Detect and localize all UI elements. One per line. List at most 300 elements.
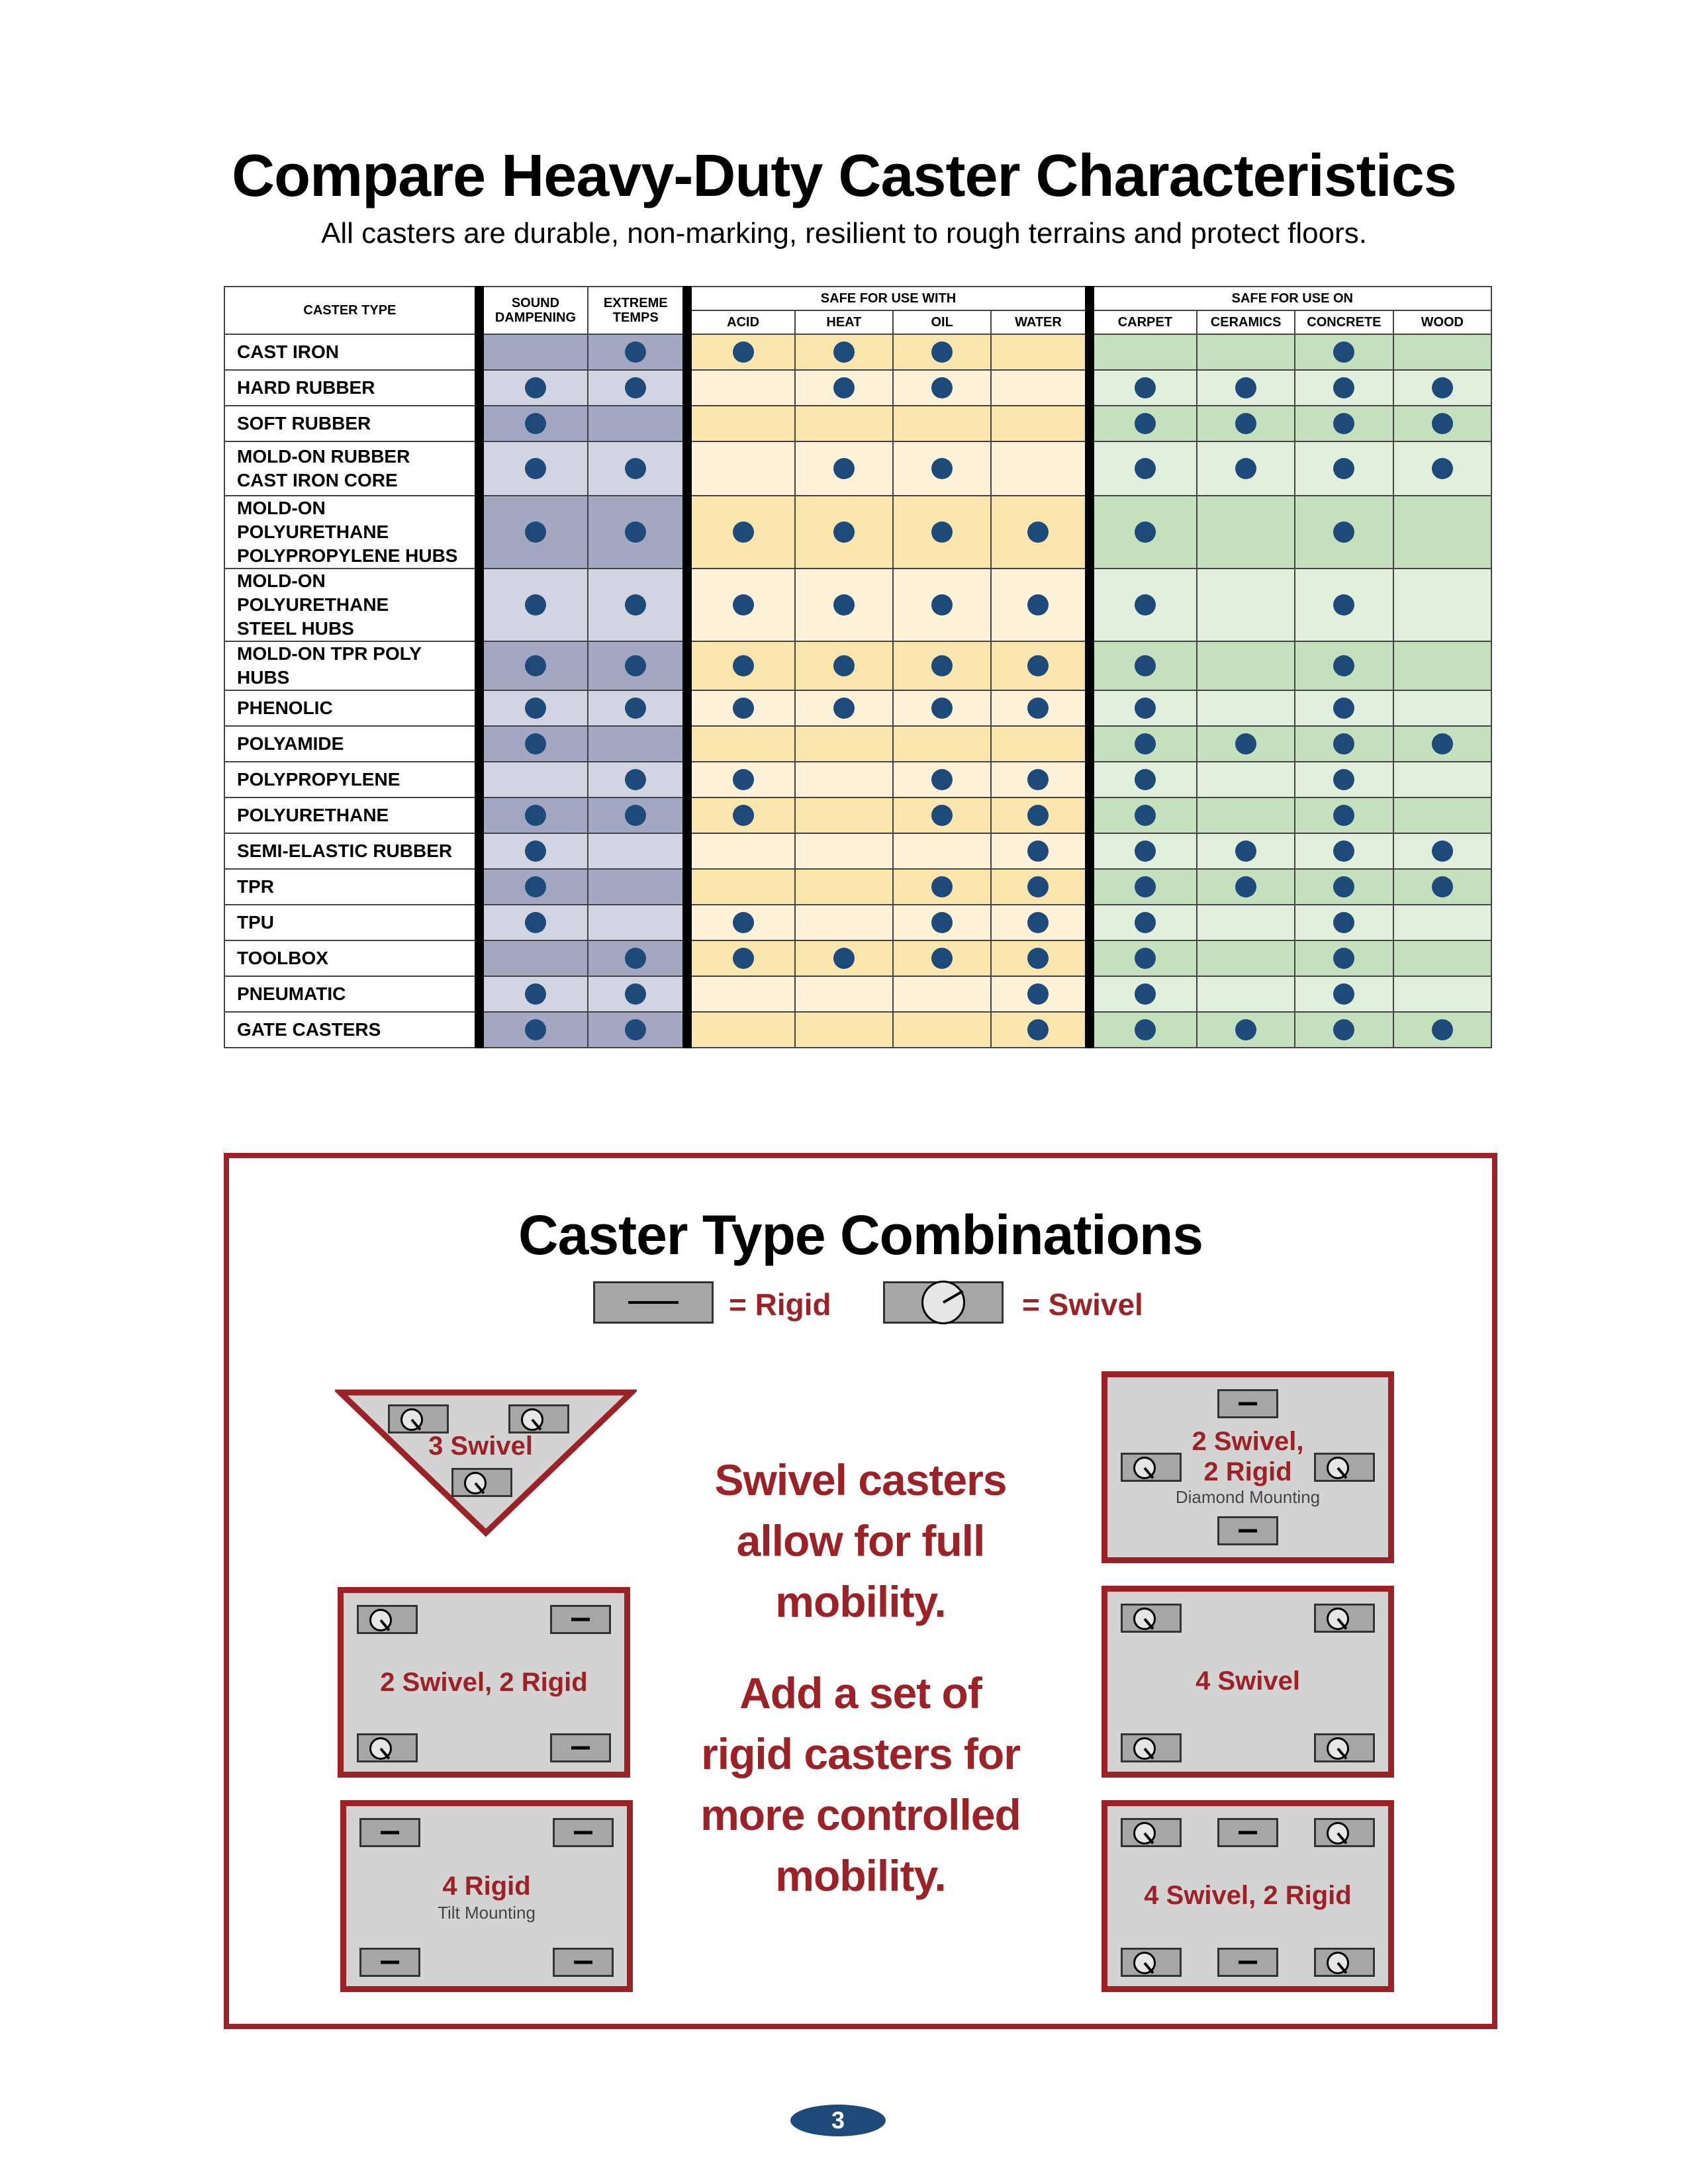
table-cell xyxy=(588,869,687,905)
check-dot-icon xyxy=(525,912,546,933)
caster-type-name: POLYAMIDE xyxy=(224,726,479,762)
check-dot-icon xyxy=(625,377,646,398)
table-cell xyxy=(991,569,1089,641)
table-cell xyxy=(893,569,991,641)
rigid-caster xyxy=(1217,1818,1278,1847)
table-cell xyxy=(1197,370,1295,406)
check-dot-icon xyxy=(1432,876,1453,897)
rigid-legend-icon xyxy=(593,1281,714,1324)
check-dot-icon xyxy=(1135,522,1156,543)
table-row xyxy=(224,905,1491,940)
table-cell xyxy=(795,441,893,496)
rigid-caster xyxy=(1217,1516,1278,1545)
check-dot-icon xyxy=(1333,876,1354,897)
four-swivel-two-rigid-label: 4 Swivel, 2 Rigid xyxy=(1144,1881,1352,1910)
table-cell xyxy=(479,569,588,641)
table-cell xyxy=(588,641,687,690)
table-cell xyxy=(588,762,687,797)
table-cell xyxy=(795,406,893,441)
check-dot-icon xyxy=(1235,733,1256,754)
check-dot-icon xyxy=(931,377,953,398)
table-cell xyxy=(1197,726,1295,762)
table-cell xyxy=(479,406,588,441)
safe-for-use-on-header: SAFE FOR USE ON xyxy=(1090,287,1491,310)
check-dot-icon xyxy=(931,594,953,615)
check-dot-icon xyxy=(1027,948,1049,969)
table-cell xyxy=(1393,797,1491,833)
check-dot-icon xyxy=(1333,912,1354,933)
check-dot-icon xyxy=(1333,733,1354,754)
check-dot-icon xyxy=(1235,377,1256,398)
table-cell xyxy=(1295,940,1393,976)
table-cell xyxy=(687,569,794,641)
check-dot-icon xyxy=(1027,594,1049,615)
table-row xyxy=(224,797,1491,833)
table-row xyxy=(224,726,1491,762)
table-cell xyxy=(795,690,893,726)
table-cell xyxy=(1393,334,1491,370)
rigid-legend-label: = Rigid xyxy=(729,1287,831,1322)
table-cell xyxy=(1090,869,1197,905)
check-dot-icon xyxy=(1333,458,1354,479)
table-cell xyxy=(1090,690,1197,726)
check-dot-icon xyxy=(625,1019,646,1040)
table-cell xyxy=(991,370,1089,406)
table-cell xyxy=(1295,869,1393,905)
table-cell xyxy=(795,869,893,905)
table-cell xyxy=(588,406,687,441)
table-cell xyxy=(991,833,1089,869)
table-cell xyxy=(795,905,893,940)
check-dot-icon xyxy=(1135,841,1156,862)
column-header: CARPET xyxy=(1090,310,1197,334)
table-cell xyxy=(687,976,794,1012)
table-cell xyxy=(1393,496,1491,569)
caster-type-name: MOLD-ON POLYURETHANE POLYPROPYLENE HUBS xyxy=(224,496,479,569)
table-cell xyxy=(893,334,991,370)
caster-type-name: POLYPROPYLENE xyxy=(224,762,479,797)
check-dot-icon xyxy=(833,948,855,969)
table-cell xyxy=(479,441,588,496)
table-cell xyxy=(687,441,794,496)
table-cell xyxy=(1295,334,1393,370)
table-cell xyxy=(893,833,991,869)
table-cell xyxy=(795,641,893,690)
check-dot-icon xyxy=(525,594,546,615)
table-cell xyxy=(1295,496,1393,569)
table-cell xyxy=(1090,726,1197,762)
check-dot-icon xyxy=(1135,805,1156,826)
table-cell xyxy=(1197,905,1295,940)
caster-type-name: MOLD-ON RUBBER CAST IRON CORE xyxy=(224,441,479,496)
table-cell xyxy=(687,406,794,441)
check-dot-icon xyxy=(1333,769,1354,790)
caster-type-name: TPU xyxy=(224,905,479,940)
table-cell xyxy=(588,976,687,1012)
check-dot-icon xyxy=(1027,698,1049,719)
table-cell xyxy=(1393,762,1491,797)
table-cell xyxy=(687,869,794,905)
swivel-caster xyxy=(1314,1818,1375,1847)
table-cell xyxy=(1197,833,1295,869)
table-cell xyxy=(1090,334,1197,370)
table-cell xyxy=(479,690,588,726)
caster-type-name: HARD RUBBER xyxy=(224,370,479,406)
table-cell xyxy=(1393,441,1491,496)
table-cell xyxy=(687,905,794,940)
swivel-info-text: Swivel casters allow for full mobility. xyxy=(714,1455,1007,1626)
table-cell xyxy=(1197,496,1295,569)
table-cell xyxy=(1197,1012,1295,1048)
table-cell xyxy=(991,1012,1089,1048)
table-cell xyxy=(795,496,893,569)
table-cell xyxy=(1295,441,1393,496)
check-dot-icon xyxy=(1333,983,1354,1005)
check-dot-icon xyxy=(1027,983,1049,1005)
table-cell xyxy=(1393,641,1491,690)
table-cell xyxy=(588,569,687,641)
check-dot-icon xyxy=(931,769,953,790)
table-cell xyxy=(1393,833,1491,869)
check-dot-icon xyxy=(931,912,953,933)
check-dot-icon xyxy=(1432,377,1453,398)
check-dot-icon xyxy=(1135,983,1156,1005)
check-dot-icon xyxy=(1135,876,1156,897)
check-dot-icon xyxy=(1027,805,1049,826)
check-dot-icon xyxy=(625,458,646,479)
two-swivel-two-rigid-label: 2 Swivel, 2 Rigid xyxy=(380,1668,588,1697)
swivel-caster xyxy=(1121,1818,1182,1847)
check-dot-icon xyxy=(1333,805,1354,826)
table-cell xyxy=(479,641,588,690)
check-dot-icon xyxy=(525,876,546,897)
table-row xyxy=(224,334,1491,370)
check-dot-icon xyxy=(1135,594,1156,615)
table-cell xyxy=(479,1012,588,1048)
swivel-legend-icon xyxy=(883,1281,1004,1324)
table-cell xyxy=(1197,940,1295,976)
check-dot-icon xyxy=(1432,1019,1453,1040)
caster-type-name: MOLD-ON POLYURETHANE STEEL HUBS xyxy=(224,569,479,641)
table-cell xyxy=(1295,797,1393,833)
rigid-caster xyxy=(359,1818,420,1847)
rigid-caster xyxy=(550,1733,611,1762)
table-cell xyxy=(795,976,893,1012)
table-cell xyxy=(479,940,588,976)
check-dot-icon xyxy=(525,655,546,676)
table-cell xyxy=(588,797,687,833)
table-row xyxy=(224,569,1491,641)
check-dot-icon xyxy=(931,876,953,897)
check-dot-icon xyxy=(1235,458,1256,479)
table-cell xyxy=(1197,569,1295,641)
column-header: OIL xyxy=(893,310,991,334)
table-cell xyxy=(1197,869,1295,905)
check-dot-icon xyxy=(733,341,754,363)
check-dot-icon xyxy=(1333,1019,1354,1040)
table-cell xyxy=(893,905,991,940)
check-dot-icon xyxy=(931,948,953,969)
table-cell xyxy=(479,496,588,569)
table-cell xyxy=(991,762,1089,797)
table-cell xyxy=(479,869,588,905)
table-row xyxy=(224,370,1491,406)
table-row xyxy=(224,1012,1491,1048)
check-dot-icon xyxy=(1027,841,1049,862)
check-dot-icon xyxy=(733,655,754,676)
table-cell xyxy=(687,641,794,690)
column-header: CERAMICS xyxy=(1197,310,1295,334)
table-cell xyxy=(893,496,991,569)
caster-combinations-panel xyxy=(224,1153,1497,2029)
check-dot-icon xyxy=(1027,1019,1049,1040)
rigid-caster xyxy=(553,1818,614,1847)
table-cell xyxy=(1295,833,1393,869)
rigid-caster xyxy=(1217,1389,1278,1418)
check-dot-icon xyxy=(931,522,953,543)
check-dot-icon xyxy=(1135,458,1156,479)
table-cell xyxy=(893,976,991,1012)
check-dot-icon xyxy=(625,805,646,826)
table-cell xyxy=(795,726,893,762)
diamond-mounting-note: Diamond Mounting xyxy=(1175,1487,1321,1507)
four-swivel-label: 4 Swivel xyxy=(1196,1666,1300,1696)
check-dot-icon xyxy=(833,377,855,398)
table-cell xyxy=(1090,1012,1197,1048)
table-cell xyxy=(1393,370,1491,406)
table-cell xyxy=(1090,797,1197,833)
table-cell xyxy=(893,441,991,496)
swivel-caster xyxy=(1314,1733,1375,1762)
check-dot-icon xyxy=(1333,655,1354,676)
table-cell xyxy=(687,940,794,976)
table-cell xyxy=(687,762,794,797)
table-cell xyxy=(1090,905,1197,940)
check-dot-icon xyxy=(1235,876,1256,897)
swivel-caster xyxy=(508,1404,569,1433)
check-dot-icon xyxy=(525,413,546,434)
column-header: WOOD xyxy=(1393,310,1491,334)
rigid-caster xyxy=(359,1948,420,1977)
table-cell xyxy=(893,641,991,690)
check-dot-icon xyxy=(1135,377,1156,398)
check-dot-icon xyxy=(1333,413,1354,434)
check-dot-icon xyxy=(1432,458,1453,479)
table-cell xyxy=(1197,641,1295,690)
swivel-caster xyxy=(357,1733,418,1762)
table-cell xyxy=(795,762,893,797)
table-cell xyxy=(991,976,1089,1012)
check-dot-icon xyxy=(1135,769,1156,790)
column-header: ACID xyxy=(687,310,794,334)
check-dot-icon xyxy=(625,655,646,676)
table-cell xyxy=(991,940,1089,976)
check-dot-icon xyxy=(733,948,754,969)
table-cell xyxy=(1197,797,1295,833)
table-cell xyxy=(1090,370,1197,406)
caster-type-name: TOOLBOX xyxy=(224,940,479,976)
table-cell xyxy=(893,1012,991,1048)
table-cell xyxy=(1295,690,1393,726)
check-dot-icon xyxy=(525,733,546,754)
table-cell xyxy=(588,370,687,406)
check-dot-icon xyxy=(1135,413,1156,434)
table-cell xyxy=(687,726,794,762)
table-cell xyxy=(1393,940,1491,976)
table-cell xyxy=(1393,406,1491,441)
table-cell xyxy=(1197,334,1295,370)
table-cell xyxy=(588,905,687,940)
check-dot-icon xyxy=(833,655,855,676)
table-cell xyxy=(1090,641,1197,690)
caster-type-name: SEMI-ELASTIC RUBBER xyxy=(224,833,479,869)
swivel-caster xyxy=(1121,1604,1182,1633)
table-row xyxy=(224,496,1491,569)
table-cell xyxy=(1393,726,1491,762)
table-row xyxy=(224,833,1491,869)
check-dot-icon xyxy=(833,522,855,543)
table-cell xyxy=(991,797,1089,833)
table-cell xyxy=(893,370,991,406)
page-title: Compare Heavy-Duty Caster Characteristics xyxy=(232,143,1456,209)
check-dot-icon xyxy=(1432,841,1453,862)
caster-type-name: MOLD-ON TPR POLY HUBS xyxy=(224,641,479,690)
table-cell xyxy=(1197,441,1295,496)
table-cell xyxy=(479,797,588,833)
check-dot-icon xyxy=(931,698,953,719)
caster-type-header: CASTER TYPE xyxy=(224,287,479,334)
table-cell xyxy=(479,833,588,869)
swivel-caster xyxy=(1121,1948,1182,1977)
check-dot-icon xyxy=(1333,522,1354,543)
four-swivel-diagram xyxy=(1102,1586,1394,1778)
check-dot-icon xyxy=(1333,594,1354,615)
table-cell xyxy=(687,797,794,833)
table-row xyxy=(224,641,1491,690)
table-cell xyxy=(991,496,1089,569)
check-dot-icon xyxy=(1135,912,1156,933)
table-cell xyxy=(1295,1012,1393,1048)
table-cell xyxy=(991,334,1089,370)
swivel-caster xyxy=(1121,1733,1182,1762)
table-cell xyxy=(991,869,1089,905)
four-rigid-label: 4 Rigid xyxy=(442,1872,531,1901)
tilt-mounting-note: Tilt Mounting xyxy=(438,1903,536,1923)
table-cell xyxy=(991,441,1089,496)
check-dot-icon xyxy=(1027,522,1049,543)
rigid-info-text: Add a set of rigid casters for more controlled mobility. xyxy=(700,1668,1021,1900)
check-dot-icon xyxy=(525,805,546,826)
table-cell xyxy=(795,334,893,370)
table-cell xyxy=(991,406,1089,441)
table-row xyxy=(224,940,1491,976)
column-header: HEAT xyxy=(795,310,893,334)
table-cell xyxy=(991,690,1089,726)
check-dot-icon xyxy=(1235,1019,1256,1040)
check-dot-icon xyxy=(833,594,855,615)
column-header: CONCRETE xyxy=(1295,310,1393,334)
table-cell xyxy=(1393,1012,1491,1048)
swivel-caster xyxy=(388,1404,449,1433)
check-dot-icon xyxy=(1432,413,1453,434)
table-cell xyxy=(1393,905,1491,940)
swivel-caster xyxy=(1314,1604,1375,1633)
table-cell xyxy=(1197,406,1295,441)
table-cell xyxy=(1090,940,1197,976)
table-cell xyxy=(588,496,687,569)
diamond-label-line1: 2 Swivel, xyxy=(1192,1427,1304,1456)
check-dot-icon xyxy=(733,594,754,615)
table-row xyxy=(224,441,1491,496)
table-cell xyxy=(1090,496,1197,569)
check-dot-icon xyxy=(1235,841,1256,862)
check-dot-icon xyxy=(733,769,754,790)
table-cell xyxy=(893,406,991,441)
caster-type-name: PNEUMATIC xyxy=(224,976,479,1012)
table-cell xyxy=(1197,976,1295,1012)
rigid-caster xyxy=(550,1605,611,1634)
swivel-caster xyxy=(1314,1948,1375,1977)
check-dot-icon xyxy=(625,341,646,363)
table-cell xyxy=(991,641,1089,690)
check-dot-icon xyxy=(625,983,646,1005)
table-cell xyxy=(687,334,794,370)
table-cell xyxy=(1295,641,1393,690)
swivel-caster xyxy=(451,1468,512,1497)
combinations-title: Caster Type Combinations xyxy=(518,1204,1203,1266)
check-dot-icon xyxy=(1027,769,1049,790)
table-cell xyxy=(795,1012,893,1048)
table-cell xyxy=(588,334,687,370)
table-cell xyxy=(1393,690,1491,726)
table-cell xyxy=(687,690,794,726)
table-cell xyxy=(479,905,588,940)
check-dot-icon xyxy=(1135,733,1156,754)
table-cell xyxy=(1295,905,1393,940)
table-cell xyxy=(588,940,687,976)
table-cell xyxy=(1090,762,1197,797)
table-row xyxy=(224,762,1491,797)
check-dot-icon xyxy=(833,458,855,479)
column-header: WATER xyxy=(991,310,1089,334)
table-cell xyxy=(1090,406,1197,441)
table-cell xyxy=(893,726,991,762)
check-dot-icon xyxy=(1135,948,1156,969)
check-dot-icon xyxy=(525,522,546,543)
table-cell xyxy=(687,1012,794,1048)
check-dot-icon xyxy=(625,522,646,543)
caster-type-name: GATE CASTERS xyxy=(224,1012,479,1048)
check-dot-icon xyxy=(1333,841,1354,862)
swivel-caster xyxy=(357,1605,418,1634)
table-cell xyxy=(1197,690,1295,726)
table-cell xyxy=(1295,569,1393,641)
table-cell xyxy=(795,940,893,976)
table-cell xyxy=(687,833,794,869)
check-dot-icon xyxy=(1135,698,1156,719)
check-dot-icon xyxy=(1333,377,1354,398)
check-dot-icon xyxy=(1135,1019,1156,1040)
table-cell xyxy=(991,726,1089,762)
check-dot-icon xyxy=(1432,733,1453,754)
check-dot-icon xyxy=(625,698,646,719)
table-cell xyxy=(893,797,991,833)
table-cell xyxy=(795,833,893,869)
table-cell xyxy=(588,833,687,869)
sound-dampening-header: SOUND DAMPENING xyxy=(479,287,588,334)
table-cell xyxy=(1295,976,1393,1012)
four-swivel-two-rigid-diagram xyxy=(1102,1800,1394,1992)
